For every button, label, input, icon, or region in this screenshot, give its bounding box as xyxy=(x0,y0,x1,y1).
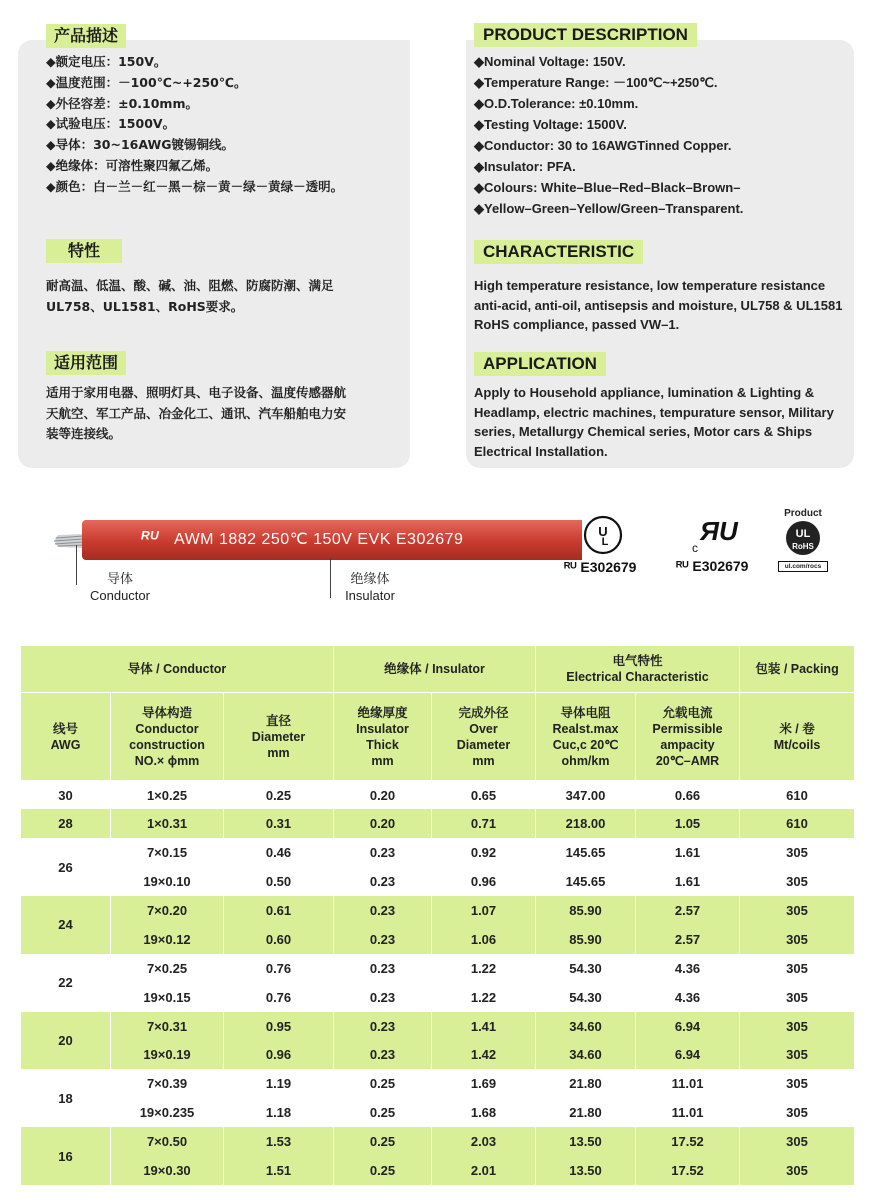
column-header-line: 线号 xyxy=(52,721,78,736)
app-line-en: Apply to Household appliance, lumination & Lighting & xyxy=(474,385,815,400)
app-title-en: APPLICATION xyxy=(474,352,606,376)
awg-cell: 22 xyxy=(21,954,111,1012)
table-cell-ampacity: 0.66 xyxy=(636,781,740,810)
app-text-cn xyxy=(46,383,346,445)
table-cell-conductor-resistance: 145.65 xyxy=(536,838,636,867)
desc-item-cn: ◆温度范围：－100℃~+250℃。 xyxy=(46,74,247,90)
desc-item-en: ◆Insulator: PFA. xyxy=(474,159,576,174)
char-line-en: RoHS compliance, passed VW–1. xyxy=(474,317,680,332)
column-header-row xyxy=(21,693,855,781)
desc-item-cn: ◆绝缘体：可溶性聚四氟乙烯。 xyxy=(46,157,219,173)
table-cell-conductor-construction: 7×0.20 xyxy=(111,896,224,925)
spec-table-body xyxy=(21,781,855,1185)
table-cell-conductor-diameter: 0.46 xyxy=(224,838,334,867)
insulator-group-header: 绝缘体 / Insulator xyxy=(334,646,536,693)
table-cell-over-diameter: 1.06 xyxy=(432,925,536,954)
column-header-line: 导体构造 xyxy=(141,705,192,720)
char-line-en: anti-acid, anti-oil, antisepsis and moisture, UL758 & UL1581 xyxy=(474,297,843,313)
column-header-line: Mt/coils xyxy=(773,737,821,752)
table-cell-over-diameter: 1.69 xyxy=(432,1069,536,1098)
desc-item-en: ◆Yellow–Green–Yellow/Green–Transparent. xyxy=(474,201,744,216)
desc-item-cn: ◆颜色：白－兰－红－黑－棕－黄－绿－黄绿－透明。 xyxy=(46,178,344,194)
table-cell-over-diameter: 2.03 xyxy=(432,1127,536,1156)
conductor-label-cn: 导体 xyxy=(106,572,133,587)
table-row xyxy=(21,1156,855,1185)
table-cell-conductor-resistance: 347.00 xyxy=(536,781,636,810)
cul-recognized-small-icon: ᴿᵁ xyxy=(676,558,693,574)
column-header-ampacity xyxy=(636,693,740,781)
app-text-en xyxy=(474,383,834,461)
cul-file-text: E302679 xyxy=(692,558,749,574)
cable-illustration xyxy=(50,518,560,562)
app-line-cn: 装等连接线。 xyxy=(46,426,122,441)
app-line-cn: 适用于家用电器、照明灯具、电子设备、温度传感器航 xyxy=(46,385,347,400)
column-header-line: Diameter xyxy=(456,737,511,752)
conductor-callout xyxy=(84,572,156,604)
table-cell-conductor-resistance: 21.80 xyxy=(536,1069,636,1098)
ul-recognized-icon: ᴿᵁ xyxy=(564,559,581,575)
desc-list-cn xyxy=(46,52,343,198)
table-cell-insulator-thick: 0.25 xyxy=(334,1127,432,1156)
table-cell-conductor-resistance: 218.00 xyxy=(536,809,636,838)
spec-table xyxy=(20,645,855,1185)
table-cell-conductor-resistance: 34.60 xyxy=(536,1012,636,1041)
table-cell-ampacity: 1.61 xyxy=(636,867,740,896)
desc-item-en: ◆O.D.Tolerance: ±0.10mm. xyxy=(474,96,639,111)
char-text-en xyxy=(474,276,842,335)
awg-cell: 18 xyxy=(21,1069,111,1127)
column-header-over-diameter xyxy=(432,693,536,781)
table-cell-packing: 305 xyxy=(740,1041,855,1070)
desc-item-en: ◆Nominal Voltage: 150V. xyxy=(474,54,626,69)
table-cell-conductor-construction: 7×0.15 xyxy=(111,838,224,867)
column-header-line: Over xyxy=(469,721,498,736)
table-row xyxy=(21,1041,855,1070)
table-cell-conductor-construction: 19×0.15 xyxy=(111,983,224,1012)
table-cell-ampacity: 1.05 xyxy=(636,809,740,838)
table-cell-insulator-thick: 0.23 xyxy=(334,867,432,896)
electrical-group-header xyxy=(536,646,740,693)
awg-cell: 28 xyxy=(21,809,111,838)
table-cell-packing: 305 xyxy=(740,1156,855,1185)
table-cell-over-diameter: 1.22 xyxy=(432,954,536,983)
ul-file-text: E302679 xyxy=(580,559,637,575)
jacket-marking: AWM 1882 250℃ 150V EVK E302679 xyxy=(174,531,464,548)
column-header-line: 绝缘厚度 xyxy=(357,705,408,720)
rohs-top-text: Product xyxy=(784,508,822,519)
table-cell-insulator-thick: 0.20 xyxy=(334,781,432,810)
table-row xyxy=(21,838,855,867)
table-cell-ampacity: 4.36 xyxy=(636,983,740,1012)
column-header-line: AWG xyxy=(50,737,81,752)
table-cell-conductor-construction: 1×0.31 xyxy=(111,809,224,838)
table-cell-packing: 305 xyxy=(740,1127,855,1156)
table-cell-conductor-construction: 19×0.12 xyxy=(111,925,224,954)
table-cell-packing: 305 xyxy=(740,1012,855,1041)
table-cell-over-diameter: 0.71 xyxy=(432,809,536,838)
table-cell-insulator-thick: 0.23 xyxy=(334,1041,432,1070)
table-cell-insulator-thick: 0.23 xyxy=(334,1012,432,1041)
column-header-line: 20℃–AMR xyxy=(655,753,720,768)
char-text-cn xyxy=(46,276,334,317)
desc-title-en: PRODUCT DESCRIPTION xyxy=(474,23,697,47)
insulator-label-cn: 绝缘体 xyxy=(350,572,390,587)
column-header-line: ohm/km xyxy=(561,753,610,768)
svg-text:RoHS: RoHS xyxy=(792,542,814,551)
table-cell-insulator-thick: 0.25 xyxy=(334,1098,432,1127)
table-cell-over-diameter: 0.96 xyxy=(432,867,536,896)
column-header-line: Conductor xyxy=(135,721,199,736)
char-line-cn: 耐高温、低温、酸、碱、油、阻燃、防腐防潮、满足 xyxy=(46,278,334,293)
table-cell-ampacity: 11.01 xyxy=(636,1098,740,1127)
table-cell-conductor-resistance: 54.30 xyxy=(536,954,636,983)
table-cell-conductor-diameter: 0.61 xyxy=(224,896,334,925)
table-cell-packing: 610 xyxy=(740,781,855,810)
table-cell-ampacity: 4.36 xyxy=(636,954,740,983)
table-row xyxy=(21,1069,855,1098)
table-cell-packing: 305 xyxy=(740,1069,855,1098)
column-header-line: Permissible xyxy=(652,721,723,736)
column-header-insulator-thick xyxy=(334,693,432,781)
cul-recognized-icon xyxy=(690,512,746,556)
column-header-line: Realst.max xyxy=(552,721,619,736)
char-line-en: High temperature resistance, low temperature resistance xyxy=(474,278,826,293)
table-cell-packing: 305 xyxy=(740,954,855,983)
svg-text:c: c xyxy=(692,541,698,555)
awg-cell: 16 xyxy=(21,1127,111,1185)
conductor-callout-line xyxy=(76,545,77,585)
table-cell-conductor-diameter: 0.96 xyxy=(224,1041,334,1070)
column-header-line: construction xyxy=(129,737,205,752)
electrical-header-cn: 电气特性 xyxy=(612,654,663,668)
table-cell-over-diameter: 1.42 xyxy=(432,1041,536,1070)
table-row xyxy=(21,925,855,954)
table-cell-insulator-thick: 0.23 xyxy=(334,838,432,867)
table-cell-insulator-thick: 0.20 xyxy=(334,809,432,838)
desc-title-cn: 产品描述 xyxy=(46,24,126,48)
table-cell-packing: 305 xyxy=(740,867,855,896)
table-cell-conductor-resistance: 85.90 xyxy=(536,896,636,925)
desc-item-en: ◆Temperature Range: －100℃~+250℃. xyxy=(474,75,718,90)
table-cell-packing: 305 xyxy=(740,896,855,925)
table-cell-ampacity: 1.61 xyxy=(636,838,740,867)
column-header-line: mm xyxy=(371,753,394,768)
table-row xyxy=(21,809,855,838)
table-cell-insulator-thick: 0.23 xyxy=(334,983,432,1012)
table-cell-packing: 305 xyxy=(740,1098,855,1127)
char-title-cn: 特性 xyxy=(46,239,122,263)
ul-file-number xyxy=(564,559,636,575)
svg-text:L: L xyxy=(601,536,609,548)
table-cell-conductor-diameter: 1.51 xyxy=(224,1156,334,1185)
table-cell-conductor-diameter: 0.50 xyxy=(224,867,334,896)
column-header-line: mm xyxy=(472,753,495,768)
conductor-strands-icon xyxy=(50,530,84,552)
column-header-line: Diameter xyxy=(251,729,306,744)
table-cell-ampacity: 11.01 xyxy=(636,1069,740,1098)
table-cell-insulator-thick: 0.23 xyxy=(334,954,432,983)
insulator-callout-line xyxy=(330,558,331,598)
electrical-header-en: Electrical Characteristic xyxy=(566,670,709,684)
desc-item-en: ◆Testing Voltage: 1500V. xyxy=(474,117,627,132)
table-cell-conductor-diameter: 0.95 xyxy=(224,1012,334,1041)
app-line-cn: 天航空、军工产品、冶金化工、通讯、汽车船舶电力安 xyxy=(46,405,347,421)
table-row xyxy=(21,1012,855,1041)
table-cell-conductor-resistance: 54.30 xyxy=(536,983,636,1012)
table-cell-ampacity: 2.57 xyxy=(636,896,740,925)
table-row xyxy=(21,867,855,896)
table-cell-over-diameter: 1.41 xyxy=(432,1012,536,1041)
table-cell-conductor-construction: 19×0.235 xyxy=(111,1098,224,1127)
table-row xyxy=(21,954,855,983)
desc-item-cn: ◆外径容差：±0.10mm。 xyxy=(46,95,198,111)
table-cell-over-diameter: 1.22 xyxy=(432,983,536,1012)
svg-text:UL: UL xyxy=(795,528,811,540)
column-header-line: Cuc,c 20℃ xyxy=(552,737,619,752)
desc-item-en: ◆Conductor: 30 to 16AWGTinned Copper. xyxy=(474,138,732,153)
column-header-line: 直径 xyxy=(265,713,291,728)
app-title-cn: 适用范围 xyxy=(46,351,126,375)
column-header-line: Thick xyxy=(366,737,399,752)
table-cell-over-diameter: 1.68 xyxy=(432,1098,536,1127)
table-cell-conductor-resistance: 145.65 xyxy=(536,867,636,896)
table-cell-packing: 610 xyxy=(740,809,855,838)
table-cell-conductor-diameter: 1.19 xyxy=(224,1069,334,1098)
awg-cell: 24 xyxy=(21,896,111,954)
table-cell-conductor-construction: 19×0.10 xyxy=(111,867,224,896)
table-cell-conductor-resistance: 21.80 xyxy=(536,1098,636,1127)
table-cell-conductor-construction: 7×0.39 xyxy=(111,1069,224,1098)
table-cell-ampacity: 6.94 xyxy=(636,1041,740,1070)
table-cell-conductor-diameter: 0.76 xyxy=(224,983,334,1012)
column-header-line: 允载电流 xyxy=(662,705,713,720)
svg-text:U: U xyxy=(598,524,608,539)
cul-file-number xyxy=(676,558,748,574)
ul-listed-icon xyxy=(578,512,628,562)
desc-item-en: ◆Colours: White–Blue–Red–Black–Brown– xyxy=(474,180,741,195)
cable-jacket xyxy=(82,520,582,560)
table-cell-conductor-resistance: 34.60 xyxy=(536,1041,636,1070)
table-row xyxy=(21,781,855,810)
table-cell-conductor-construction: 19×0.30 xyxy=(111,1156,224,1185)
table-cell-conductor-resistance: 85.90 xyxy=(536,925,636,954)
table-cell-conductor-resistance: 13.50 xyxy=(536,1127,636,1156)
desc-item-cn: ◆导体：30~16AWG镀锡铜线。 xyxy=(46,137,235,153)
column-header-conductor-resistance xyxy=(536,693,636,781)
ul-jacket-icon: ᴿᵁ xyxy=(140,528,159,548)
table-cell-conductor-construction: 1×0.25 xyxy=(111,781,224,810)
table-cell-conductor-construction: 19×0.19 xyxy=(111,1041,224,1070)
table-cell-packing: 305 xyxy=(740,925,855,954)
awg-cell: 26 xyxy=(21,838,111,896)
table-cell-over-diameter: 2.01 xyxy=(432,1156,536,1185)
char-title-en: CHARACTERISTIC xyxy=(474,240,643,264)
table-cell-conductor-construction: 7×0.50 xyxy=(111,1127,224,1156)
insulator-label-en: Insulator xyxy=(345,588,395,603)
table-cell-over-diameter: 0.92 xyxy=(432,838,536,867)
rohs-bottom-text: ul.com/rocs xyxy=(778,561,828,572)
desc-item-cn: ◆额定电压：150V。 xyxy=(46,54,167,69)
table-cell-insulator-thick: 0.23 xyxy=(334,896,432,925)
table-cell-ampacity: 17.52 xyxy=(636,1156,740,1185)
column-header-line: mm xyxy=(267,745,290,760)
column-header-line: 导体电阻 xyxy=(560,705,611,720)
table-cell-conductor-diameter: 0.25 xyxy=(224,781,334,810)
table-cell-conductor-diameter: 1.18 xyxy=(224,1098,334,1127)
table-cell-packing: 305 xyxy=(740,838,855,867)
table-row xyxy=(21,983,855,1012)
awg-cell: 30 xyxy=(21,781,111,810)
char-line-cn: UL758、UL1581、RoHS要求。 xyxy=(46,298,244,314)
desc-item-cn: ◆试验电压：1500V。 xyxy=(46,116,176,132)
rohs-certification xyxy=(778,508,828,572)
column-header-line: Insulator xyxy=(356,721,409,736)
table-cell-insulator-thick: 0.23 xyxy=(334,925,432,954)
column-header-line: ampacity xyxy=(660,737,715,752)
column-header-conductor-construction xyxy=(111,693,224,781)
app-line-en: series, Metallurgy Chemical series, Motor cars & Ships xyxy=(474,424,813,439)
column-header-line: 米 / 卷 xyxy=(779,721,815,736)
column-header-line: NO.× ϕmm xyxy=(134,753,200,768)
table-cell-conductor-diameter: 0.60 xyxy=(224,925,334,954)
table-cell-conductor-diameter: 0.31 xyxy=(224,809,334,838)
svg-text:ЯU: ЯU xyxy=(700,516,738,546)
conductor-label-en: Conductor xyxy=(90,588,150,603)
table-cell-conductor-diameter: 1.53 xyxy=(224,1127,334,1156)
ul-rohs-seal-icon xyxy=(784,519,822,557)
app-line-en: Electrical Installation. xyxy=(474,443,608,459)
table-cell-ampacity: 2.57 xyxy=(636,925,740,954)
table-row xyxy=(21,1127,855,1156)
table-cell-insulator-thick: 0.25 xyxy=(334,1156,432,1185)
conductor-group-header: 导体 / Conductor xyxy=(21,646,334,693)
table-cell-ampacity: 17.52 xyxy=(636,1127,740,1156)
table-cell-conductor-diameter: 0.76 xyxy=(224,954,334,983)
table-row xyxy=(21,896,855,925)
table-row xyxy=(21,1098,855,1127)
table-cell-over-diameter: 0.65 xyxy=(432,781,536,810)
app-line-en: Headlamp, electric machines, tempurature sensor, Military xyxy=(474,404,834,420)
insulator-callout xyxy=(338,572,402,604)
packing-group-header: 包装 / Packing xyxy=(740,646,855,693)
column-header-awg xyxy=(21,693,111,781)
column-header-packing xyxy=(740,693,855,781)
table-cell-insulator-thick: 0.25 xyxy=(334,1069,432,1098)
table-cell-conductor-construction: 7×0.31 xyxy=(111,1012,224,1041)
table-cell-over-diameter: 1.07 xyxy=(432,896,536,925)
table-cell-conductor-construction: 7×0.25 xyxy=(111,954,224,983)
table-cell-packing: 305 xyxy=(740,983,855,1012)
awg-cell: 20 xyxy=(21,1012,111,1070)
desc-list-en xyxy=(474,51,743,219)
table-cell-ampacity: 6.94 xyxy=(636,1012,740,1041)
table-cell-conductor-resistance: 13.50 xyxy=(536,1156,636,1185)
column-header-line: 完成外径 xyxy=(458,705,509,720)
column-header-conductor-diameter xyxy=(224,693,334,781)
